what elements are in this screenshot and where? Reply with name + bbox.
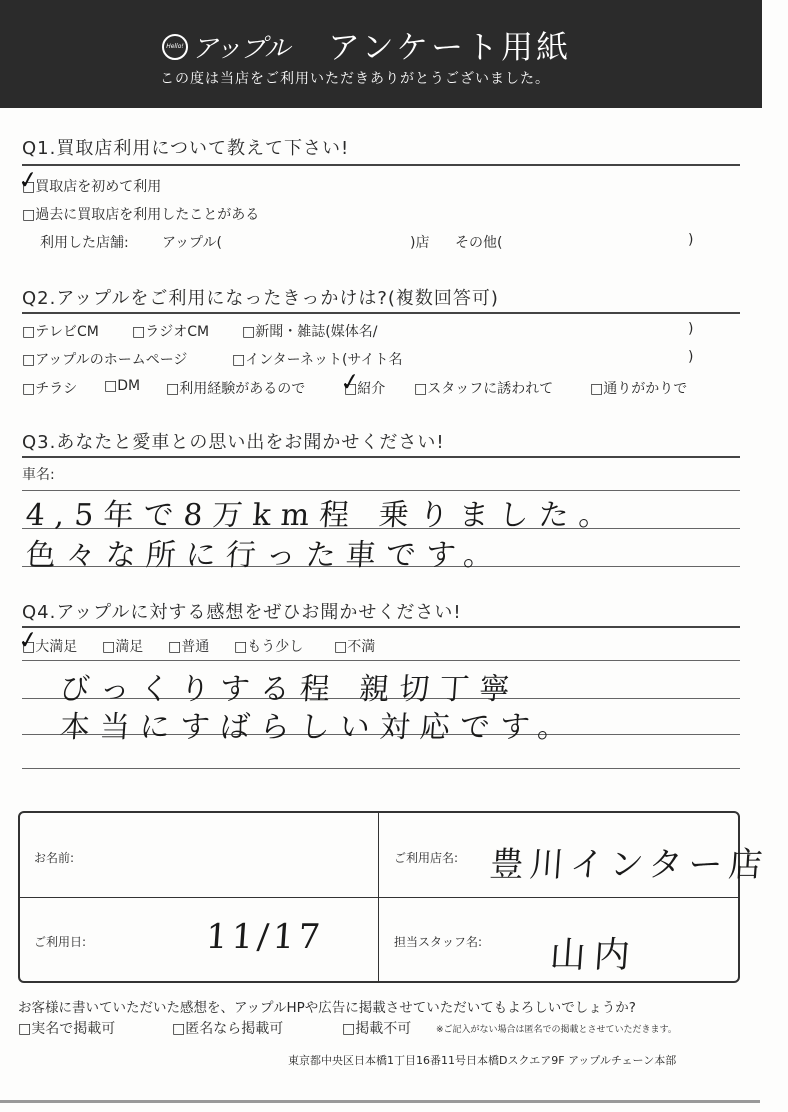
q2-row2-paren-close: ) <box>688 349 694 365</box>
q2-option-newspaper[interactable]: □ 新聞・雑誌(媒体名/ <box>242 321 377 341</box>
q4-rule <box>22 626 740 628</box>
q1-paren-close: ) <box>688 232 694 248</box>
q1-store-apple: アップル( <box>162 235 222 251</box>
q4-check-mark: ✓ <box>16 624 40 656</box>
q4-title: Q4.アップルに対する感想をぜひお聞かせください! <box>22 602 462 623</box>
staff-label: 担当スタッフ名: <box>394 935 483 949</box>
q1-title: Q1.買取店利用について教えて下さい! <box>22 138 350 159</box>
bottom-edge <box>0 1100 760 1103</box>
q4-line-1 <box>22 660 740 661</box>
consent-decline[interactable]: □ 掲載不可 <box>342 1018 411 1038</box>
store-name-label: ご利用店名: <box>394 851 459 865</box>
consent-anonymous[interactable]: □ 匿名なら掲載可 <box>172 1018 283 1038</box>
footer-address: 東京都中央区日本橋1丁目16番11号日本橋Dスクエア9F アップルチェーン本部 <box>288 1054 677 1067</box>
q1-store-label: 利用した店舗: <box>40 235 129 251</box>
q3-answer-line-2: 色々な所に行った車です。 <box>24 538 505 573</box>
q3-rule <box>22 456 740 458</box>
q2-option-flyer[interactable]: □ チラシ <box>22 378 77 398</box>
q1-check-mark: ✓ <box>16 164 40 196</box>
q1-store-other: その他( <box>455 235 503 251</box>
apple-logo <box>162 28 289 65</box>
form-title: アンケート用紙 <box>328 28 572 66</box>
date-field[interactable]: 11/17 <box>204 917 326 957</box>
q2-check-mark: ✓ <box>338 366 362 398</box>
q2-option-dm[interactable]: □ DM <box>104 378 140 394</box>
q2-option-radio[interactable]: □ ラジオCM <box>132 321 209 341</box>
q4-option-very-satisfied[interactable]: □ 大満足 <box>22 636 77 656</box>
q1-rule <box>22 164 740 166</box>
q3-answer-line-1: 4,5年で8万km程 乗りました。 <box>24 498 620 533</box>
q4-option-could-improve[interactable]: □ もう少し <box>234 636 303 656</box>
q2-option-referral[interactable]: □ 紹介 <box>344 378 385 398</box>
table-divider-horizontal <box>20 897 738 898</box>
q2-option-internet[interactable]: □ インターネット(サイト名 <box>232 349 402 369</box>
q4-option-dissatisfied[interactable]: □ 不満 <box>334 636 375 656</box>
q2-option-staff[interactable]: □ スタッフに誘われて <box>414 378 553 398</box>
q1-option-first-time[interactable]: □ 買取店を初めて利用 <box>22 176 161 196</box>
q2-option-tv[interactable]: □ テレビCM <box>22 321 99 341</box>
logo-text: アップル <box>192 34 290 64</box>
consent-real-name[interactable]: □ 実名で掲載可 <box>18 1018 115 1038</box>
q2-option-experience[interactable]: □ 利用経験があるので <box>166 378 305 398</box>
q4-answer-line-1: びっくりする程 親切丁寧 <box>58 672 521 707</box>
q4-option-normal[interactable]: □ 普通 <box>168 636 209 656</box>
store-name-field[interactable]: 豊川インター店 <box>488 845 770 885</box>
consent-note: ※ご記入がない場合は匿名での掲載とさせていただきます。 <box>436 1025 677 1035</box>
q4-answer-line-2: 本当にすばらしい対応です。 <box>58 710 579 745</box>
consent-question: お客様に書いていただいた感想を、アップルHPや広告に掲載させていただいてもよろしいでしょうか? <box>18 1000 636 1016</box>
staff-field[interactable]: 山内 <box>548 935 640 976</box>
q3-car-label: 車名: <box>22 467 55 483</box>
q2-option-passing[interactable]: □ 通りがかりで <box>590 378 687 398</box>
q1-option-used-before[interactable]: □ 過去に買取店を利用したことがある <box>22 204 259 224</box>
logo-badge: Hello! <box>162 34 188 60</box>
customer-info-table <box>18 811 770 983</box>
q2-title: Q2.アップルをご利用になったきっかけは?(複数回答可) <box>22 288 499 309</box>
q2-rule <box>22 312 740 314</box>
name-label: お名前: <box>34 851 75 865</box>
q3-title: Q3.あなたと愛車との思い出をお聞かせください! <box>22 432 445 453</box>
q2-row1-paren-close: ) <box>688 321 694 337</box>
form-subtitle: この度は当店をご利用いただきありがとうございました。 <box>160 71 550 87</box>
date-label: ご利用日: <box>34 935 87 949</box>
q4-line-4 <box>22 768 740 769</box>
q1-store-close: )店 <box>410 235 430 251</box>
q4-option-satisfied[interactable]: □ 満足 <box>102 636 143 656</box>
q2-option-homepage[interactable]: □ アップルのホームページ <box>22 349 187 369</box>
form-header <box>0 0 762 108</box>
